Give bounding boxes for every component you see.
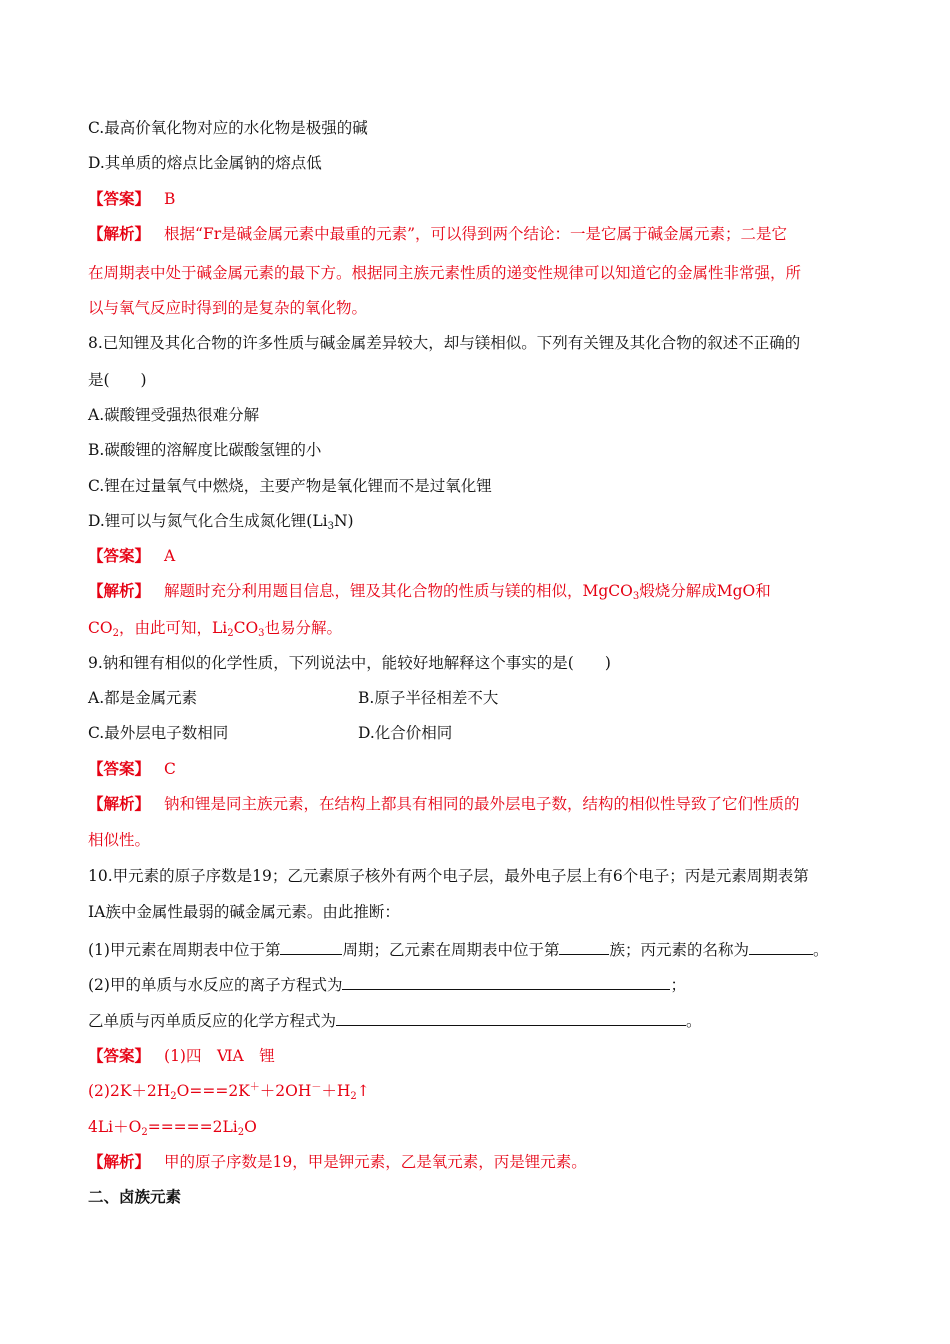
text: ； [670,976,686,994]
q10-answer-equation-2 [88,1117,257,1137]
text: D.锂可以与氮气化合生成氮化锂(Li [88,512,328,530]
analysis-tag: 【解析】 [88,794,151,813]
text: N) [333,512,354,530]
q10-part-3 [88,1011,702,1031]
text: ，由此可知，Li [118,619,228,637]
q7-option-d: D.其单质的熔点比金属钠的熔点低 [88,154,322,172]
q7-analysis-line-3: 以与氧气反应时得到的是复杂的氧化物。 [88,299,368,317]
subscript: 2 [350,1091,357,1102]
subscript: 2 [227,628,234,639]
text: 4Li＋O [88,1118,142,1136]
answer-value: B [164,190,176,208]
answer-tag: 【答案】 [88,189,151,208]
q10-stem-line-2: ⅠA族中金属性最弱的碱金属元素。由此推断： [88,903,400,921]
text: 也易分解。 [264,619,343,637]
text: ↑ [356,1082,370,1100]
subscript: 2 [170,1091,177,1102]
q9-answer [88,759,176,779]
text: 煅烧分解成MgO和 [639,582,771,600]
q10-answer [88,1046,275,1066]
q9-options-row-1 [88,688,499,708]
q8-option-d [88,511,354,531]
text: (1)甲元素在周期表中位于第 [88,941,281,959]
text: ＋2OH [259,1082,312,1100]
subscript: 3 [258,628,265,639]
text: 乙单质与丙单质反应的化学方程式为 [88,1012,337,1030]
blank-line [749,940,813,955]
q7-option-c: C.最高价氧化物对应的水化物是极强的碱 [88,119,368,137]
blank-line [336,1011,686,1026]
text: O [244,1118,257,1136]
subscript: 2 [141,1127,148,1138]
analysis-text: 根据“Fr是碱金属元素中最重的元素”，可以得到两个结论：一是它属于碱金属元素；二是它 [164,225,788,243]
answer-value: C [164,760,176,778]
q8-analysis-line-2 [88,618,342,638]
subscript: 2 [237,1127,245,1138]
text: CO [233,619,259,637]
q8-option-a: A.碳酸锂受强热很难分解 [88,406,260,424]
q10-part-2 [88,975,686,995]
q9-option-c: C.最外层电子数相同 [88,724,229,742]
text: (2)2K＋2H [88,1082,171,1100]
blank-line [280,940,342,955]
q7-analysis-line-2: 在周期表中处于碱金属元素的最下方。根据同主族元素性质的递变性规律可以知道它的金属性非常强，所 [88,264,802,282]
text: 族；丙元素的名称为 [609,941,749,959]
analysis-tag: 【解析】 [88,224,151,243]
q9-analysis-line-1 [88,794,800,814]
analysis-tag: 【解析】 [88,1152,151,1171]
q8-option-b: B.碳酸锂的溶解度比碳酸氢锂的小 [88,441,322,459]
superscript: － [311,1082,322,1093]
q8-stem-line-1: 8.已知锂及其化合物的许多性质与碱金属差异较大，却与镁相似。下列有关锂及其化合物的叙述不正确的 [88,334,801,352]
analysis-tag: 【解析】 [88,581,151,600]
subscript: 3 [632,591,640,602]
answer-value: A [164,547,176,565]
text: CO [88,619,113,637]
text: 解题时充分利用题目信息，锂及其化合物的性质与镁的相似，MgCO [164,582,633,600]
q8-analysis-line-1 [88,581,771,601]
q10-part-1 [88,940,829,960]
subscript: 2 [112,628,119,639]
q9-options-row-2 [88,723,453,743]
text: O===2K [176,1082,250,1100]
superscript: ＋ [249,1082,260,1093]
q9-option-d: D.化合价相同 [358,724,453,742]
q7-analysis-line-1 [88,224,787,244]
subscript: 3 [327,521,334,532]
section-title: 二、卤族元素 [88,1187,182,1206]
analysis-text: 钠和锂是同主族元素，在结构上都具有相同的最外层电子数，结构的相似性导致了它们性质的 [164,795,800,813]
q7-answer [88,189,175,209]
q8-answer [88,546,175,566]
blank-line [342,975,670,990]
q9-analysis-line-2: 相似性。 [88,831,151,849]
text: 。 [686,1012,702,1030]
q9-option-b: B.原子半径相差不大 [358,689,499,707]
answer-tag: 【答案】 [88,759,151,778]
q9-option-a: A.都是金属元素 [88,689,198,707]
answer-tag: 【答案】 [88,546,151,565]
q10-stem-line-1: 10.甲元素的原子序数是19；乙元素原子核外有两个电子层，最外电子层上有6个电子；丙是元素周期表第 [88,867,809,885]
text: 周期；乙元素在周期表中位于第 [342,941,560,959]
q8-stem-line-2: 是( ) [88,371,147,389]
answer-tag: 【答案】 [88,1046,151,1065]
text: ＋H [321,1082,351,1100]
text: =====2Li [147,1118,238,1136]
answer-value: (1)四 ⅥA 锂 [164,1047,275,1065]
analysis-text: 甲的原子序数是19，甲是钾元素，乙是氧元素，丙是锂元素。 [164,1153,587,1171]
q10-analysis [88,1152,587,1172]
q8-option-c: C.锂在过量氧气中燃烧，主要产物是氧化锂而不是过氧化锂 [88,477,492,495]
q9-stem: 9.钠和锂有相似的化学性质，下列说法中，能较好地解释这个事实的是( ) [88,654,611,672]
text: (2)甲的单质与水反应的离子方程式为 [88,976,343,994]
q10-answer-equation-1 [88,1081,370,1101]
blank-line [559,940,609,955]
text: 。 [813,941,829,959]
